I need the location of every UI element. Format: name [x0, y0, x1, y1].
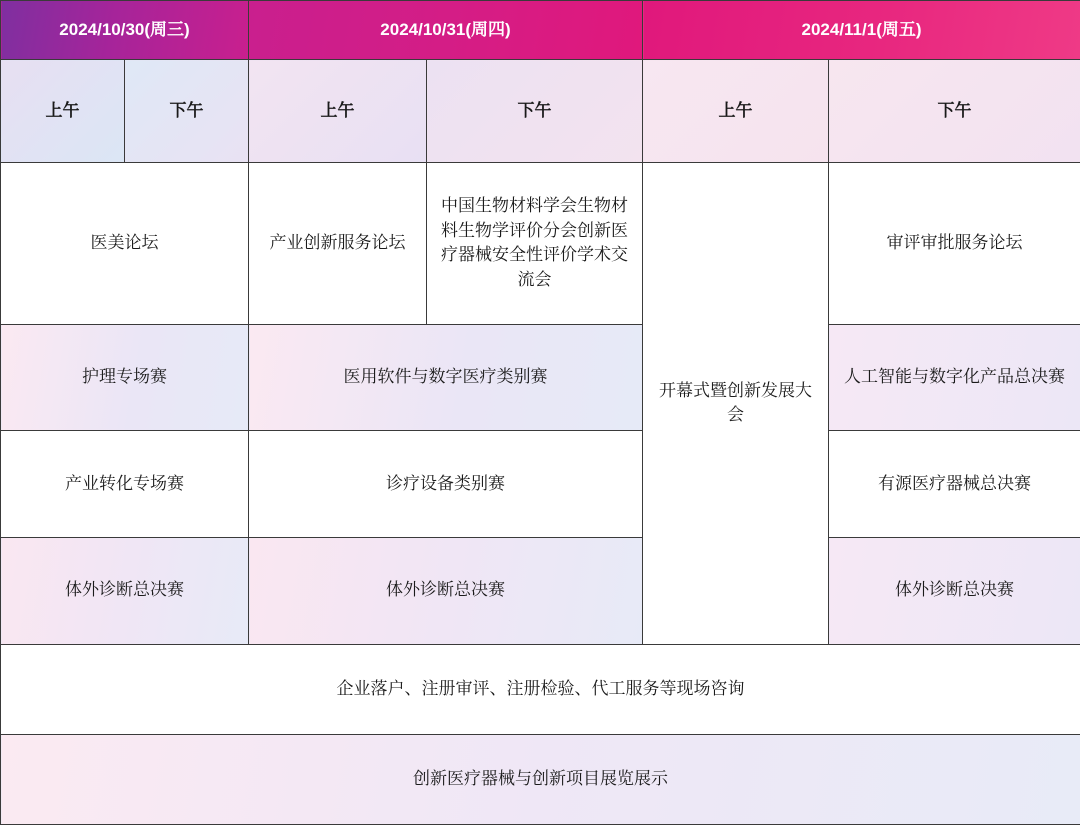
event-cell: 人工智能与数字化产品总决赛: [829, 324, 1080, 431]
event-cell: 审评审批服务论坛: [829, 162, 1080, 324]
table-row: [1, 431, 1080, 538]
table-row: [1, 162, 1080, 324]
session-header-row: [1, 60, 1080, 162]
date-header-row: [1, 1, 1080, 60]
exhibition-cell: 创新医疗器械与创新项目展览展示: [1, 734, 1080, 824]
event-cell: 产业转化专场赛: [1, 431, 249, 538]
session-cell-5: 上午: [643, 60, 829, 162]
table-row: [1, 324, 1080, 431]
event-cell: 有源医疗器械总决赛: [829, 431, 1080, 538]
date-cell-3: 2024/11/1(周五): [643, 1, 1080, 60]
footer-row-exhibition: [1, 734, 1080, 824]
event-cell: 体外诊断总决赛: [249, 538, 643, 645]
event-cell: 诊疗设备类别赛: [249, 431, 643, 538]
event-cell: 医美论坛: [1, 162, 249, 324]
session-cell-1: 上午: [1, 60, 125, 162]
date-cell-1: 2024/10/30(周三): [1, 1, 249, 60]
event-cell: 护理专场赛: [1, 324, 249, 431]
session-cell-6: 下午: [829, 60, 1080, 162]
session-cell-2: 下午: [125, 60, 249, 162]
event-cell: 医用软件与数字医疗类别赛: [249, 324, 643, 431]
session-cell-4: 下午: [427, 60, 643, 162]
session-cell-3: 上午: [249, 60, 427, 162]
event-cell: 产业创新服务论坛: [249, 162, 427, 324]
event-cell: 体外诊断总决赛: [829, 538, 1080, 645]
event-cell: 体外诊断总决赛: [1, 538, 249, 645]
footer-row-consultation: [1, 644, 1080, 734]
event-cell: 中国生物材料学会生物材料生物学评价分会创新医疗器械安全性评价学术交流会: [427, 162, 643, 324]
consultation-cell: 企业落户、注册审评、注册检验、代工服务等现场咨询: [1, 644, 1080, 734]
table-row: [1, 538, 1080, 645]
event-cell-opening-ceremony: 开幕式暨创新发展大会: [643, 162, 829, 644]
date-cell-2: 2024/10/31(周四): [249, 1, 643, 60]
